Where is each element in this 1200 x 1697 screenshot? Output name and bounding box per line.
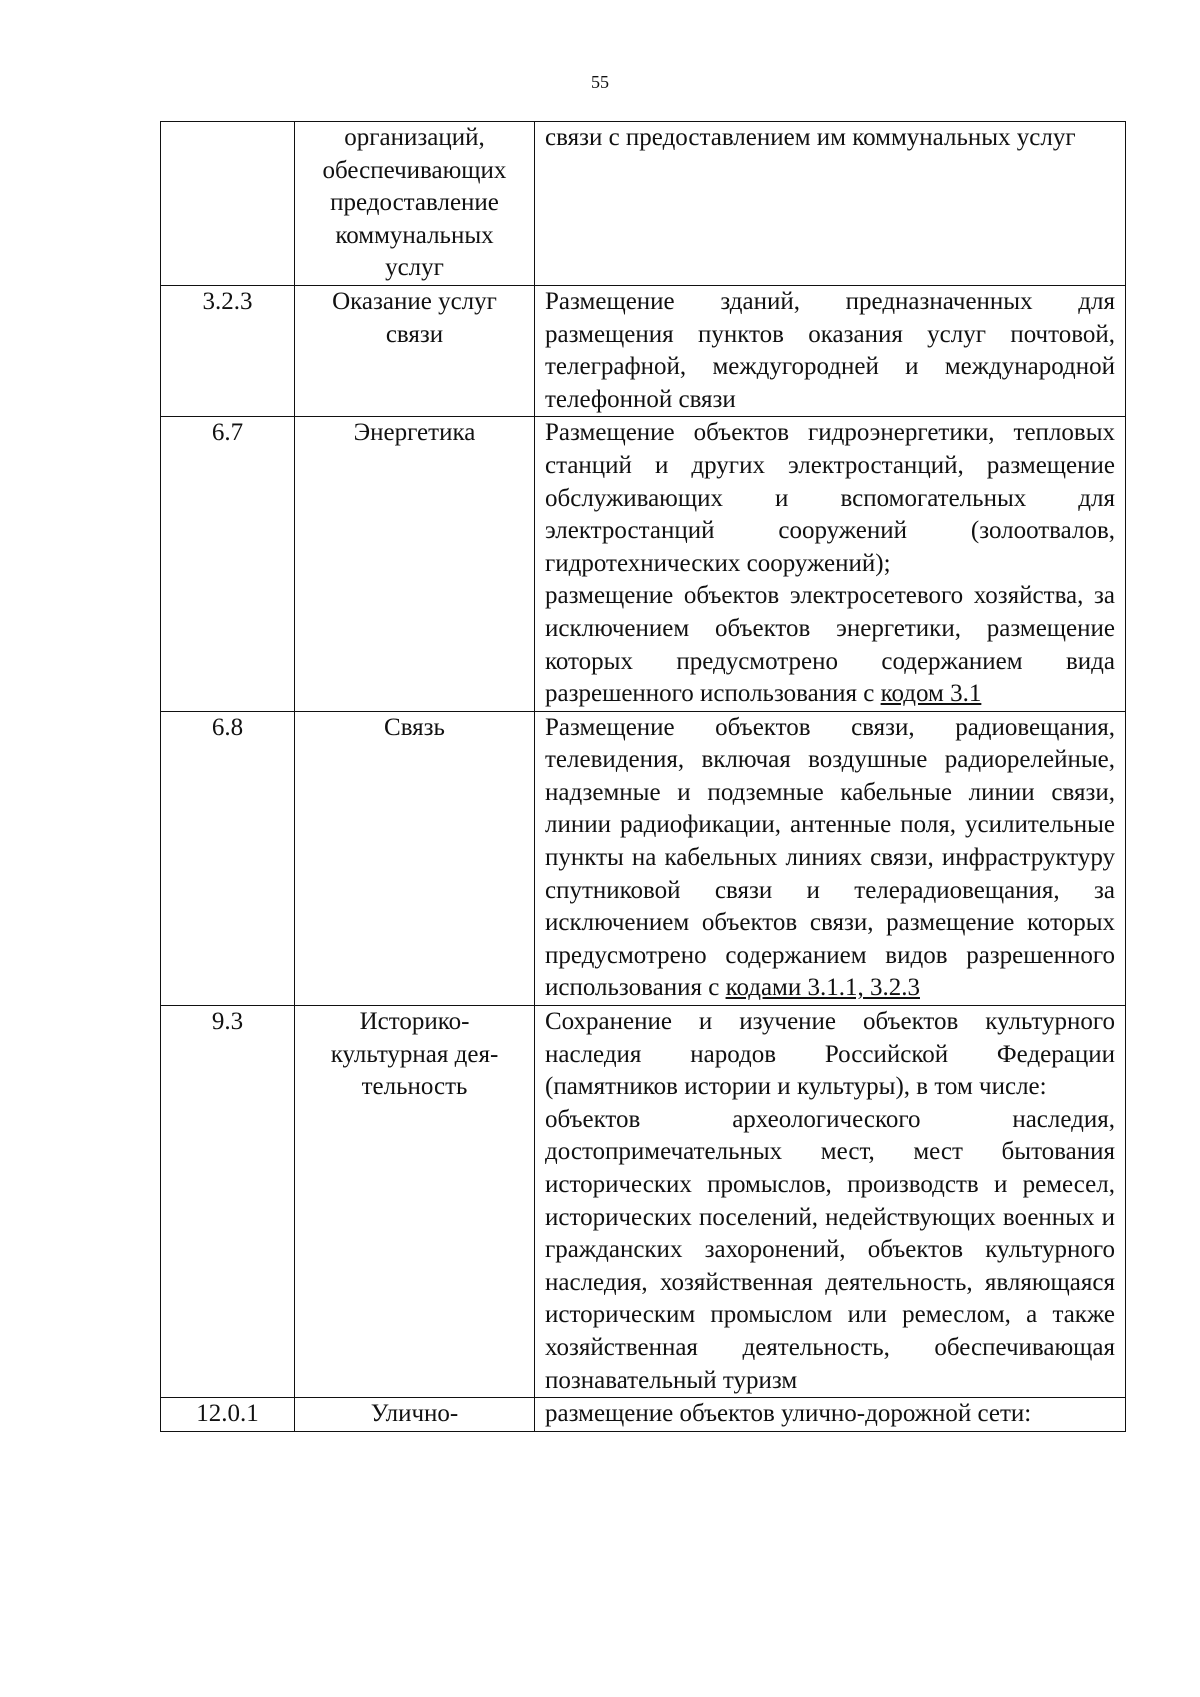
row-description — [535, 1398, 1126, 1432]
table-row — [161, 122, 1126, 286]
code-reference-link[interactable]: кодом 3.1 — [880, 680, 982, 708]
row-description — [535, 417, 1126, 711]
paragraph-text: Размещение объектов гидроэнергетики, тепловых станций и других электростанций, размещение обслуживающих и вспомогательных для электростанций сооружений (золоотвалов, гидротехнических сооружений); — [545, 419, 1115, 577]
row-name: Связь — [295, 711, 535, 1005]
paragraph-text: объектов археологического наследия, достопримечательных мест, мест бытования исторических промыслов, производств и ремесел, исторических поселений, недействующих военных и гражданских захоронений, объектов культурного наследия, хозяйственная деятельность, являющаяся историческим промыслом или ремеслом, а также хозяйственная деятельность, обеспечивающая познавательный туризм — [545, 1105, 1115, 1394]
table-row — [161, 711, 1126, 1005]
description-paragraph — [545, 1006, 1115, 1104]
table-row — [161, 285, 1126, 416]
table-row — [161, 417, 1126, 711]
table-row — [161, 1006, 1126, 1398]
row-description — [535, 711, 1126, 1005]
row-description — [535, 1006, 1126, 1398]
paragraph-text: связи с предоставлением им коммунальных услуг — [545, 124, 1076, 151]
paragraph-text: Сохранение и изучение объектов культурного наследия народов Российской Федерации (памятников истории и культуры), в том числе: — [545, 1008, 1115, 1101]
description-paragraph — [545, 1398, 1115, 1431]
table-body — [161, 122, 1126, 1432]
description-paragraph — [545, 1104, 1115, 1397]
row-code: 9.3 — [161, 1006, 295, 1398]
description-paragraph — [545, 286, 1115, 416]
paragraph-text: Размещение объектов связи, радиовещания, телевидения, включая воздушные радиорелейные, надземные и подземные кабельные линии связи, линии радиофикации, антенные поля, усилительные пункты на кабельных линиях связи, инфраструктуру спутниковой связи и телерадиовещания, за исключением объектов связи, размещение которых предусмотрено содержанием видов разрешенного использования с — [545, 713, 1115, 1002]
row-code — [161, 122, 295, 286]
row-code: 6.8 — [161, 711, 295, 1005]
row-description — [535, 285, 1126, 416]
row-code: 3.2.3 — [161, 285, 295, 416]
page-number: 55 — [591, 72, 609, 92]
description-paragraph — [545, 417, 1115, 580]
table-row — [161, 1398, 1126, 1432]
paragraph-text: размещение объектов электросетевого хозяйства, за исключением объектов энергетики, размещение которых предусмотрено содержанием вида разрешенного использования с — [545, 582, 1115, 708]
row-name: организаций, обеспечивающих предоставление коммунальных услуг — [295, 122, 535, 286]
row-name: Энергетика — [295, 417, 535, 711]
code-reference-link[interactable]: кодами 3.1.1, 3.2.3 — [725, 974, 920, 1002]
row-name: Улично- — [295, 1398, 535, 1432]
paragraph-text: Размещение зданий, предназначенных для размещения пунктов оказания услуг почтовой, телеграфной, междугородней и международной телефонной связи — [545, 287, 1115, 413]
row-code: 12.0.1 — [161, 1398, 295, 1432]
paragraph-text: размещение объектов улично-дорожной сети: — [545, 1400, 1032, 1428]
row-name: Историко-культурная дея-тельность — [295, 1006, 535, 1398]
row-description — [535, 122, 1126, 286]
description-paragraph — [545, 580, 1115, 710]
row-code: 6.7 — [161, 417, 295, 711]
description-paragraph — [545, 712, 1115, 1005]
row-name: Оказание услуг связи — [295, 285, 535, 416]
land-use-table — [160, 121, 1126, 1432]
description-paragraph — [545, 122, 1115, 155]
